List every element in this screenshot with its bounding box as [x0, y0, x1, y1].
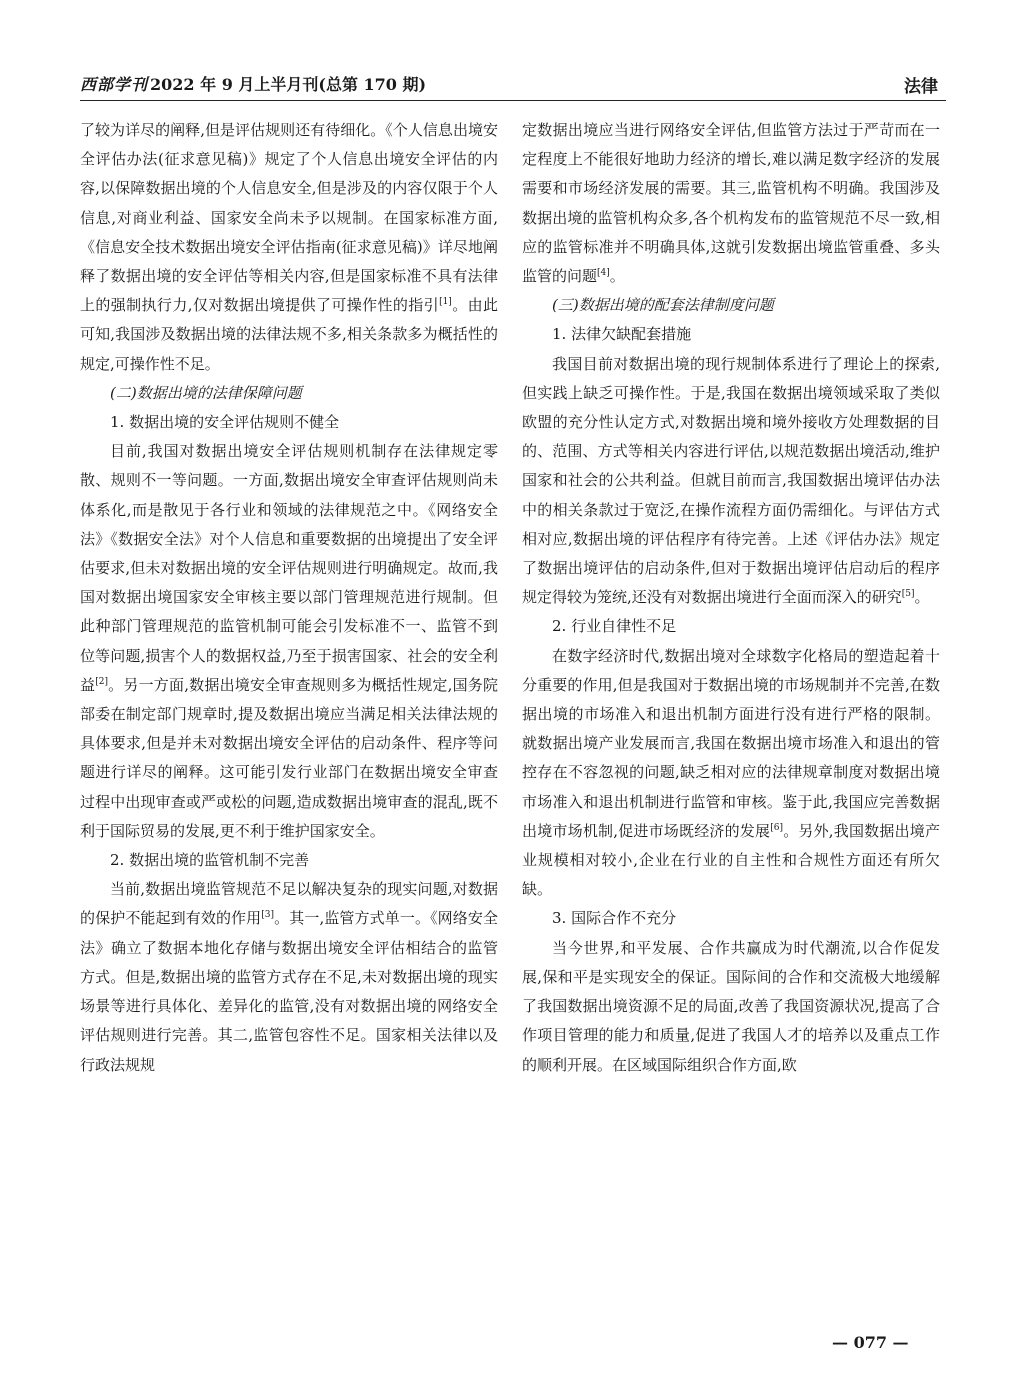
section-heading — [80, 379, 498, 408]
section-label: 法律 — [904, 77, 938, 97]
journal-info — [80, 72, 426, 95]
paragraph-text: 当今世界,和平发展、合作共赢成为时代潮流,以合作促发展,保和平是实现安全的保证。国际间的合作和交流极大地缓解了我国数据出境资源不足的局面,改善了我国资源状况,提高了合作项目管理的能力和质量,促进了我国人才的培养以及重点工作的顺利开展。在区域国际组织合作方面,欧 — [522, 938, 940, 1074]
right-column — [522, 116, 940, 1080]
paragraph — [522, 350, 940, 613]
paragraph-text: 在数字经济时代,数据出境对全球数字化格局的塑造起着十分重要的作用,但是我国对于数据出境的市场规制并不完善,在数据出境的市场准入和退出机制方面进行没有进行严格的限制。就数据出境产业发展而言,我国在数据出境市场准入和退出的管控存在不容忽视的问题,缺乏相对应的法律规章制度对数据出境市场准入和退出机制进行监管和审核。鉴于此,我国应完善数据出境市场机制,促进市场既经济的发展 — [522, 646, 940, 840]
paragraph-text: 。其一,监管方式单一。《网络安全法》确立了数据本地化存储与数据出境安全评估相结合的监管方式。但是,数据出境的监管方式存在不足,未对数据出境的现实场景等进行具体化、差异化的监管,没有对数据出境的网络安全评估规则进行完善。其二,监管包容性不足。国家相关法律以及行政法规规 — [80, 909, 498, 1074]
paragraph-text: 。另一方面,数据出境安全审查规则多为概括性规定,国务院部委在制定部门规章时,提及数据出境应当满足相关法律法规的具体要求,但是并未对数据出境安全评估的启动条件、程序等问题进行详尽的阐释。这可能引发行业部门在数据出境安全审查过程中出现审查或严或松的问题,造成数据出境审查的混乱,既不利于国际贸易的发展,更不利于维护国家安全。 — [80, 675, 498, 840]
paragraph — [80, 875, 498, 1079]
section-heading — [522, 291, 940, 320]
paragraph — [80, 437, 498, 846]
paragraph-text: 1. 法律欠缺配套措施 — [552, 325, 692, 344]
paragraph-text: 1. 数据出境的安全评估规则不健全 — [110, 413, 340, 432]
citation-ref: [6] — [770, 822, 783, 833]
journal-logo: 西部学刊 — [80, 75, 149, 94]
paragraph-text: 目前,我国对数据出境安全评估规则机制存在法律规定零散、规则不一等问题。一方面,数据出境安全审查评估规则尚未体系化,而是散见于各行业和领域的法律规范之中。《网络安全法》《数据安全法》对个人信息和重要数据的出境提出了安全评估要求,但未对数据出境的安全评估规则进行明确规定。故而,我国对数据出境国家安全审核主要以部门管理规范进行规制。但此种部门管理规范的监管机制可能会引发标准不一、监管不到位等问题,损害个人的数据权益,乃至于损害国家、社会的安全利益 — [80, 442, 498, 694]
paragraph-text: 。另外,我国数据出境产业规模相对较小,企业在行业的自主性和合规性方面还有所欠缺。 — [522, 821, 940, 899]
header-rule — [80, 100, 946, 101]
paragraph — [522, 320, 940, 349]
citation-ref: [4] — [597, 268, 610, 279]
paragraph — [522, 904, 940, 933]
paragraph-text: (三)数据出境的配套法律制度问题 — [552, 296, 774, 315]
citation-ref: [3] — [261, 910, 275, 921]
paragraph-text: 。 — [914, 588, 930, 607]
left-column — [80, 116, 498, 1080]
page-header — [80, 70, 946, 102]
page-number: — 077 — — [832, 1333, 909, 1352]
paragraph — [80, 116, 498, 379]
paragraph — [80, 408, 498, 437]
citation-ref: [1] — [439, 297, 452, 308]
paragraph-text: 。由此可知,我国涉及数据出境的法律法规不多,相关条款多为概括性的规定,可操作性不足。 — [80, 296, 498, 373]
paragraph-text: 2. 数据出境的监管机制不完善 — [110, 851, 310, 870]
paragraph — [522, 642, 940, 905]
paragraph-text: 了较为详尽的阐释,但是评估规则还有待细化。《个人信息出境安全评估办法(征求意见稿)》规定了个人信息出境安全评估的内容,以保障数据出境的个人信息安全,但是涉及的内容仅限于个人信息,对商业利益、国家安全尚未予以规制。在国家标准方面,《信息安全技术数据出境安全评估指南(征求意见稿)》详尽地阐释了数据出境的安全评估等相关内容,但是国家标准不具有法律上的强制执行力,仅对数据出境提供了可操作性的指引 — [80, 121, 498, 315]
paragraph — [522, 612, 940, 641]
paragraph — [522, 934, 940, 1080]
paragraph-text: 。 — [609, 267, 625, 286]
citation-ref: [5] — [901, 589, 915, 600]
paragraph-text: 我国目前对数据出境的现行规制体系进行了理论上的探索,但实践上缺乏可操作性。于是,我国在数据出境领域采取了类似欧盟的充分性认定方式,对数据出境和境外接收方处理数据的目的、范围、方式等相关内容进行评估,以规范数据出境活动,维护国家和社会的公共利益。但就目前而言,我国数据出境评估办法中的相关条款过于宽泛,在操作流程方面仍需细化。与评估方式相对应,数据出境的评估程序有待完善。上述《评估办法》规定了数据出境评估的启动条件,但对于数据出境评估启动后的程序规定得较为笼统,还没有对数据出境进行全面而深入的研究 — [522, 354, 940, 607]
paragraph-text: (二)数据出境的法律保障问题 — [110, 383, 302, 402]
citation-ref: [2] — [95, 676, 108, 687]
issue-info: 2022 年 9 月上半月刊(总第 170 期) — [150, 75, 427, 94]
paragraph — [522, 116, 940, 291]
paragraph-text: 当前,数据出境监管规范不足以解决复杂的现实问题,对数据的保护不能起到有效的作用 — [80, 880, 498, 928]
paragraph-text: 定数据出境应当进行网络安全评估,但监管方法过于严苛而在一定程度上不能很好地助力经济的增长,难以满足数字经济的发展需要和市场经济发展的需要。其三,监管机构不明确。我国涉及数据出境的监管机构众多,各个机构发布的监管规范不尽一致,相应的监管标准并不明确具体,这就引发数据出境监管重叠、多头监管的问题 — [522, 121, 940, 286]
paragraph-text: 2. 行业自律性不足 — [552, 617, 677, 636]
paragraph-text: 3. 国际合作不充分 — [552, 909, 677, 928]
paragraph — [80, 846, 498, 875]
